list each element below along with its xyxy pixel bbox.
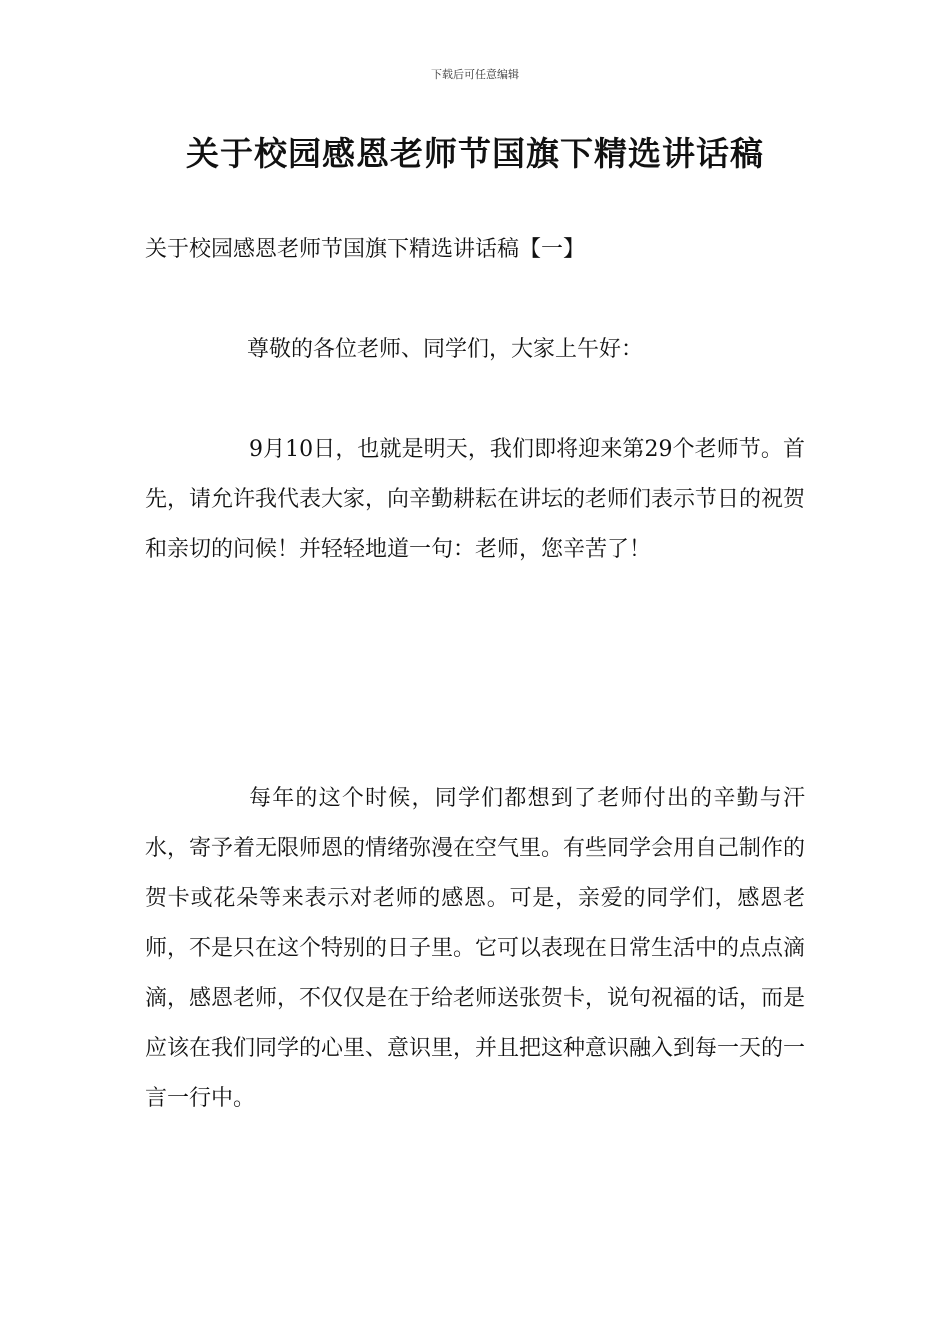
header-note: 下载后可任意编辑 bbox=[431, 68, 519, 81]
document-title: 关于校园感恩老师节国旗下精选讲话稿 bbox=[186, 134, 764, 173]
greeting-line: 尊敬的各位老师、同学们，大家上午好： bbox=[247, 337, 644, 362]
body-paragraph-1: 9月10日，也就是明天，我们即将迎来第29个老师节。首先，请允许我代表大家，向辛勤耕耘在讲坛的老师们表示节日的祝贺和亲切的问候！并轻轻地道一句：老师，您辛苦了！ bbox=[145, 437, 806, 562]
section-heading: 关于校园感恩老师节国旗下精选讲话稿【一】 bbox=[145, 237, 586, 262]
body-paragraph-2: 每年的这个时候，同学们都想到了老师付出的辛勤与汗水，寄予着无限师恩的情绪弥漫在空气里。有些同学会用自己制作的贺卡或花朵等来表示对老师的感恩。可是，亲爱的同学们，感恩老师，不是只在这个特别的日子里。它可以表现在日常生活中的点点滴滴，感恩老师，不仅仅是在于给老师送张贺卡，说句祝福的话，而是应该在我们同学的心里、意识里，并且把这种意识融入到每一天的一言一行中。 bbox=[145, 786, 806, 1111]
